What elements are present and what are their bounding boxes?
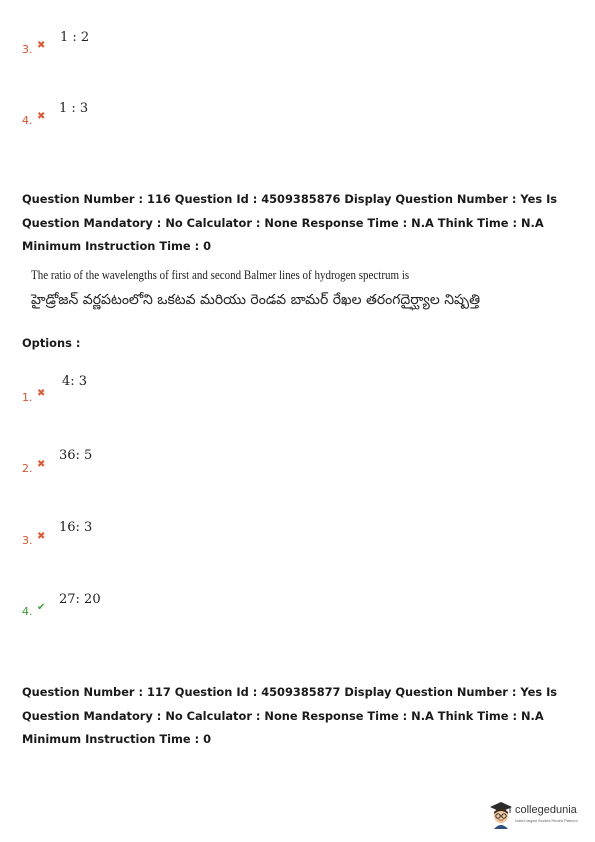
- wrong-mark-icon: ✖: [37, 459, 46, 470]
- logo-name: collegedunia: [515, 804, 577, 816]
- option-number: 3.: [22, 43, 33, 56]
- option-value: 16: 3: [59, 520, 93, 535]
- wrong-mark-icon: ✖: [37, 40, 46, 51]
- question-stem-english: The ratio of the wavelengths of first and second Balmer lines of hydrogen spectrum is: [31, 268, 410, 282]
- question-116-header: Question Number : 116 Question Id : 4509385876 Display Question Number : Yes Is Question Mandatory : No Calculator : None Response Time : N.A Think Time : N.A Minimum Instruction Time : 0: [22, 192, 558, 253]
- option-value: 1 : 2: [60, 30, 90, 45]
- option-value: 36: 5: [59, 448, 93, 463]
- wrong-mark-icon: ✖: [37, 531, 46, 542]
- correct-check-icon: ✔: [37, 602, 46, 613]
- option-number: 4.: [22, 605, 33, 618]
- logo-tagline: India's largest Student Review Platform: [515, 819, 578, 823]
- option-value: 4: 3: [62, 374, 88, 389]
- collegedunia-logo: [488, 800, 588, 832]
- options-label: Options :: [22, 336, 81, 350]
- option-number: 2.: [22, 462, 33, 475]
- wrong-mark-icon: ✖: [37, 388, 46, 399]
- graduate-mascot-icon: [488, 800, 514, 830]
- option-number: 3.: [22, 534, 33, 547]
- option-number: 1.: [22, 391, 33, 404]
- question-stem-telugu: హైడ్రోజన్ వర్ణపటంలోని ఒకటవ మరియు రెండవ బామర్ రేఖల తరంగదైర్ఘ్యాల నిష్పత్తి: [31, 292, 481, 308]
- wrong-mark-icon: ✖: [37, 111, 46, 122]
- question-117-header: Question Number : 117 Question Id : 4509385877 Display Question Number : Yes Is Question Mandatory : No Calculator : None Response Time : N.A Think Time : N.A Minimum Instruction Time : 0: [22, 685, 558, 746]
- option-value: 1 : 3: [59, 101, 89, 116]
- option-number: 4.: [22, 114, 33, 127]
- option-value: 27: 20: [59, 592, 101, 607]
